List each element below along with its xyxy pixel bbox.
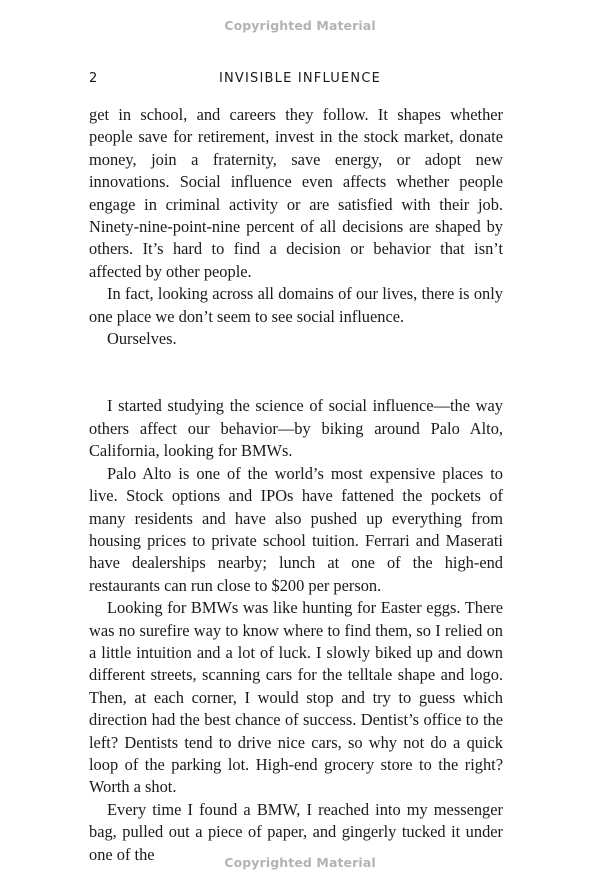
paragraph-continued: get in school, and careers they follow. It shapes whether people save for retirement, invest in the stock market, donate money, join a fraternity, save energy, or adopt new innovations. Social influence even affects whether people engage in criminal activity or are satisfied with their job. Ninety-nine-point-nine percent of all decisions are shaped by others. It’s hard to find a decision or behavior that isn’t affected by other people. xyxy=(89,105,503,281)
paragraph-continues: Every time I found a BMW, I reached into my messenger bag, pulled out a piece of paper, and gingerly tucked it under one of the xyxy=(89,799,503,864)
page-number: 2 xyxy=(89,71,98,86)
body-text xyxy=(89,104,503,866)
section-break xyxy=(89,350,503,395)
running-header xyxy=(89,71,511,91)
book-title: INVISIBLE INFLUENCE xyxy=(218,71,382,86)
paragraph: Palo Alto is one of the world’s most expensive places to live. Stock options and IPOs have fattened the pockets of many residents and have also pushed up everything from housing prices to private school tuition. Ferrari and Maserati have dealerships nearby; lunch at one of the high-end restaurants can run close to $200 per person. xyxy=(89,463,503,595)
paragraph-ourselves: Ourselves. xyxy=(107,329,177,349)
copyright-watermark-top: Copyrighted Material xyxy=(224,18,376,33)
paragraph: Looking for BMWs was like hunting for Easter eggs. There was no surefire way to know where to find them, so I relied on a little intuition and a lot of luck. I slowly biked up and down different streets, scanning cars for the telltale shape and logo. Then, at each corner, I would stop and try to guess which direction had the best chance of success. Dentist’s office to the left? Dentists tend to drive nice cars, so why not do a quick loop of the parking lot. High-end grocery store to the right? Worth a shot. xyxy=(89,598,503,797)
paragraph: In fact, looking across all domains of our lives, there is only one place we don’t seem to see social influence. xyxy=(89,284,503,326)
copyright-watermark-bottom: Copyrighted Material xyxy=(224,855,376,870)
paragraph: I started studying the science of social influence—the way others affect our behavior—by biking around Palo Alto, California, looking for BMWs. xyxy=(89,396,503,461)
